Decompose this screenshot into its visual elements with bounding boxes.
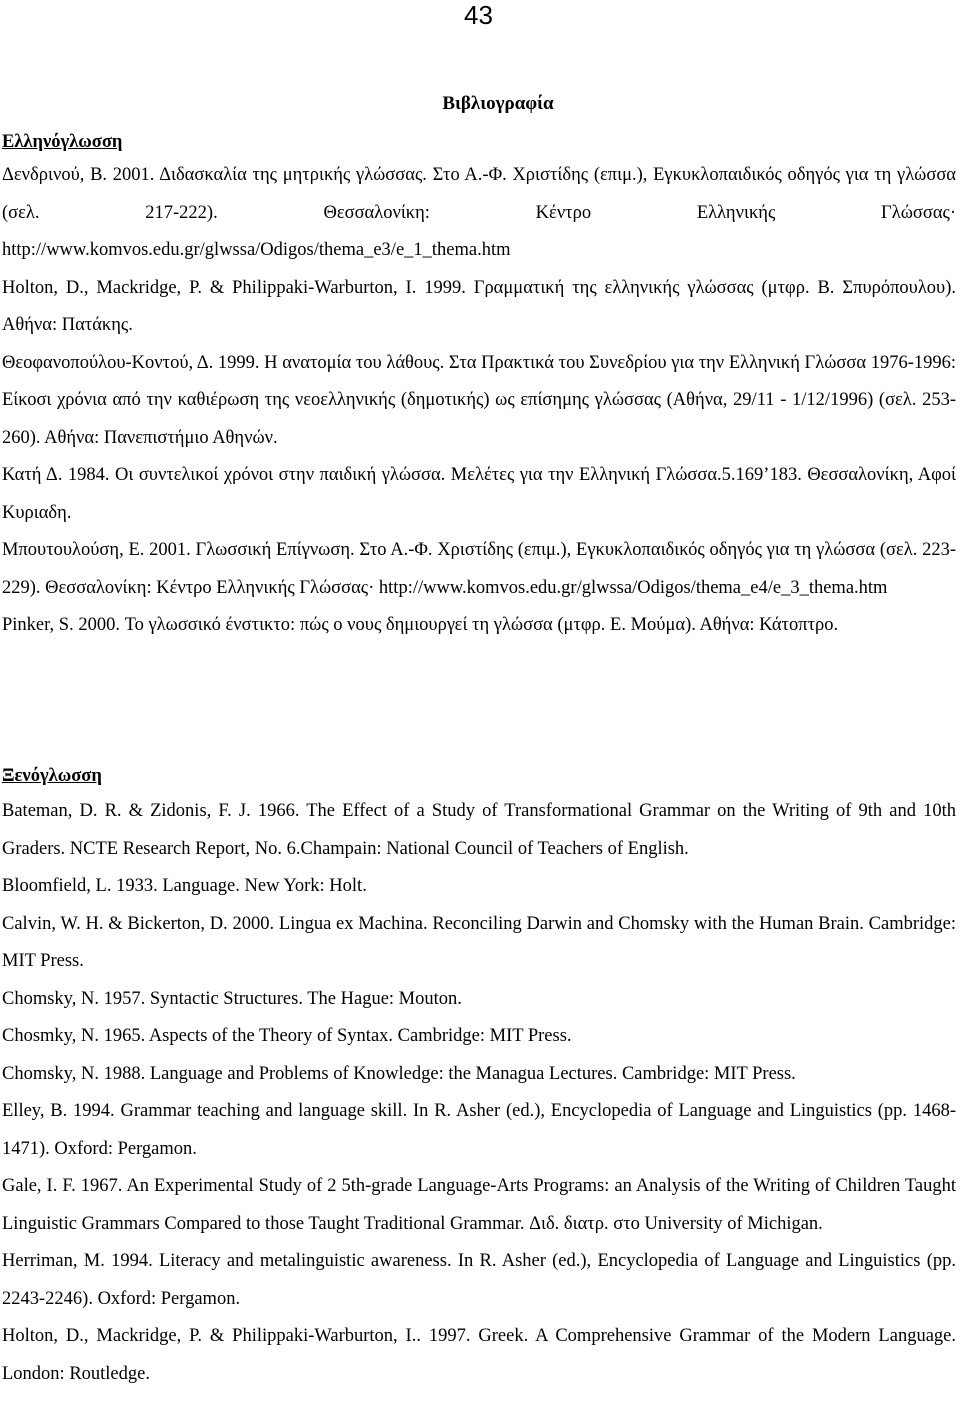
reference-entry: Calvin, W. H. & Bickerton, D. 2000. Lingua ex Machina. Reconciling Darwin and Chomsky with the Human Brain. Cambridge: MIT Press. <box>2 913 956 971</box>
reference-entry: Herriman, M. 1994. Literacy and metalinguistic awareness. In R. Asher (ed.), Encyclopedia of Language and Linguistics (pp. 2243-2246). Oxford: Pergamon. <box>2 1251 956 1309</box>
reference-entry: Holton, D., Mackridge, P. & Philippaki-Warburton, I. 1999. Γραμματική της ελληνικής γλώσσας (μτφρ. Β. Σπυρόπουλου). Αθήνα: Πατάκης. <box>2 277 956 335</box>
reference-entry: Bloomfield, L. 1933. Language. New York: Holt. <box>2 876 367 896</box>
page-number: 43 <box>464 0 493 30</box>
reference-entry: Chomsky, N. 1988. Language and Problems of Knowledge: the Managua Lectures. Cambridge: MIT Press. <box>2 1063 796 1084</box>
greek-reference-list <box>2 157 956 645</box>
reference-entry: Pinker, S. 2000. Το γλωσσικό ένστικτο: πώς ο νους δημιουργεί τη γλώσσα (μτφρ. Ε. Μούμα). Αθήνα: Κάτοπτρο. <box>2 615 839 635</box>
section-heading-greek: Ελληνόγλωσση <box>2 132 123 152</box>
document-title: Βιβλιογραφία <box>442 93 554 114</box>
section-heading-foreign: Ξενόγλωσση <box>2 766 102 786</box>
foreign-reference-list <box>2 793 956 1393</box>
reference-entry: Μπουτουλούση, Ε. 2001. Γλωσσική Επίγνωση. Στο Α.-Φ. Χριστίδης (επιμ.), Εγκυκλοπαιδικός οδηγός για τη γλώσσα (σελ. 223-229). Θεσσαλονίκη: Κέντρο Ελληνικής Γλώσσας· http://www.komvos.edu.gr/glwssa/Odigos/thema_e4/e_3_thema.htm <box>2 540 956 598</box>
reference-entry: Θεοφανοπούλου-Κοντού, Δ. 1999. Η ανατομία του λάθους. Στα Πρακτικά του Συνεδρίου για την Ελληνική Γλώσσα 1976-1996: Είκοσι χρόνια από την καθιέρωση της νεοελληνικής (δημοτικής) ως επίσημης γλώσσας (Αθήνα, 29/11 - 1/12/1996) (σελ. 253-260). Αθήνα: Πανεπιστήμιο Αθηνών. <box>2 352 956 448</box>
reference-entry: Gale, I. F. 1967. An Experimental Study of 2 5th-grade Language-Arts Programs: an Analysis of the Writing of Children Taught Linguistic Grammars Compared to those Taught Traditional Grammar. Διδ. διατρ. στο University of Michigan. <box>2 1176 956 1234</box>
reference-entry: Chosmky, N. 1965. Aspects of the Theory of Syntax. Cambridge: MIT Press. <box>2 1026 572 1046</box>
reference-entry: Δενδρινού, Β. 2001. Διδασκαλία της μητρικής γλώσσας. Στο Α.-Φ. Χριστίδης (επιμ.), Εγκυκλοπαιδικός οδηγός για τη γλώσσα (σελ. 217-222). Θεσσαλονίκη: Κέντρο Ελληνικής Γλώσσας· http://www.komvos.edu.gr/glwssa/Odigos/thema_e3/e_1_thema.htm <box>2 165 956 260</box>
reference-entry: Holton, D., Mackridge, P. & Philippaki-Warburton, I.. 1997. Greek. A Comprehensive Grammar of the Modern Language. London: Routledge. <box>2 1326 956 1384</box>
reference-entry: Κατή Δ. 1984. Οι συντελικοί χρόνοι στην παιδική γλώσσα. Μελέτες για την Ελληνική Γλώσσα.5.169’183. Θεσσαλονίκη, Αφοί Κυριαδη. <box>2 465 956 523</box>
reference-entry: Bateman, D. R. & Zidonis, F. J. 1966. The Effect of a Study of Transformational Grammar on the Writing of 9th and 10th Graders. NCTE Research Report, No. 6.Champain: National Council of Teachers of English. <box>2 801 956 859</box>
reference-entry: Elley, B. 1994. Grammar teaching and language skill. In R. Asher (ed.), Encyclopedia of Language and Linguistics (pp. 1468-1471). Oxford: Pergamon. <box>2 1101 956 1159</box>
reference-entry: Chomsky, N. 1957. Syntactic Structures. The Hague: Mouton. <box>2 988 462 1009</box>
